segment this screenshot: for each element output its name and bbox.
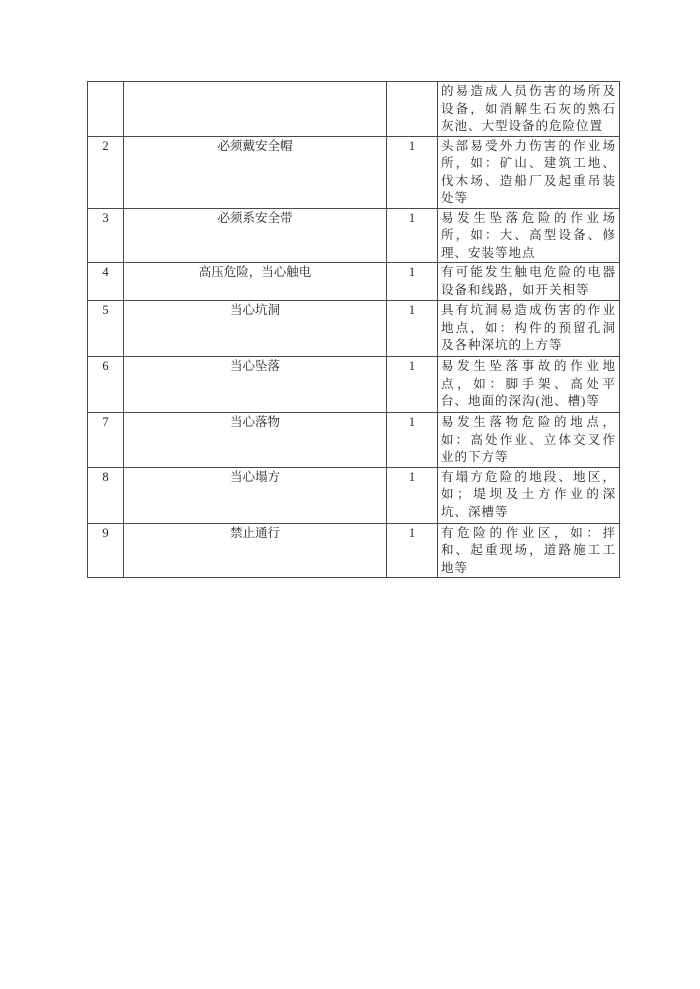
quantity: 1 — [387, 523, 438, 578]
row-number: 5 — [88, 301, 124, 357]
quantity: 1 — [387, 301, 438, 357]
quantity: 1 — [387, 357, 438, 413]
row-number: 2 — [88, 136, 124, 208]
sign-name: 当心落物 — [124, 413, 387, 468]
quantity: 1 — [387, 263, 438, 301]
table-row — [88, 357, 620, 413]
location-description: 的易造成人员伤害的场所及设备，如消解生石灰的熟石灰池、大型设备的危险位置 — [438, 82, 620, 137]
quantity: 1 — [387, 208, 438, 263]
row-number: 4 — [88, 263, 124, 301]
location-description: 易发生坠落危险的作业场所，如：大、高型设备、修理、安装等地点 — [438, 208, 620, 263]
table-row — [88, 208, 620, 263]
row-number: 8 — [88, 467, 124, 523]
quantity: 1 — [387, 467, 438, 523]
table-row — [88, 136, 620, 208]
location-description: 易发生落物危险的地点，如：高处作业、立体交叉作业的下方等 — [438, 413, 620, 468]
sign-name: 当心塌方 — [124, 467, 387, 523]
location-description: 有塌方危险的地段、地区，如；堤坝及土方作业的深坑、深槽等 — [438, 467, 620, 523]
sign-name: 禁止通行 — [124, 523, 387, 578]
safety-sign-table — [87, 81, 620, 578]
sign-name: 当心坠落 — [124, 357, 387, 413]
table-row — [88, 301, 620, 357]
table-row — [88, 263, 620, 301]
sign-name: 必须系安全带 — [124, 208, 387, 263]
sign-name: 必须戴安全帽 — [124, 136, 387, 208]
location-description: 头部易受外力伤害的作业场所，如：矿山、建筑工地、伐木场、造船厂及起重吊装处等 — [438, 136, 620, 208]
row-number: 3 — [88, 208, 124, 263]
table-row — [88, 82, 620, 137]
location-description: 有危险的作业区，如：拌和、起重现场，道路施工工地等 — [438, 523, 620, 578]
sign-name: 高压危险，当心触电 — [124, 263, 387, 301]
sign-name — [124, 82, 387, 137]
location-description: 易发生坠落事故的作业地点，如：脚手架、高处平台、地面的深沟(池、槽)等 — [438, 357, 620, 413]
sign-name: 当心坑洞 — [124, 301, 387, 357]
location-description: 具有坑洞易造成伤害的作业地点，如：构件的预留孔洞及各种深坑的上方等 — [438, 301, 620, 357]
quantity: 1 — [387, 136, 438, 208]
location-description: 有可能发生触电危险的电器设备和线路，如开关相等 — [438, 263, 620, 301]
row-number: 6 — [88, 357, 124, 413]
table-row — [88, 467, 620, 523]
row-number: 9 — [88, 523, 124, 578]
quantity: 1 — [387, 413, 438, 468]
row-number: 7 — [88, 413, 124, 468]
row-number — [88, 82, 124, 137]
table-row — [88, 523, 620, 578]
table-row — [88, 413, 620, 468]
quantity — [387, 82, 438, 137]
